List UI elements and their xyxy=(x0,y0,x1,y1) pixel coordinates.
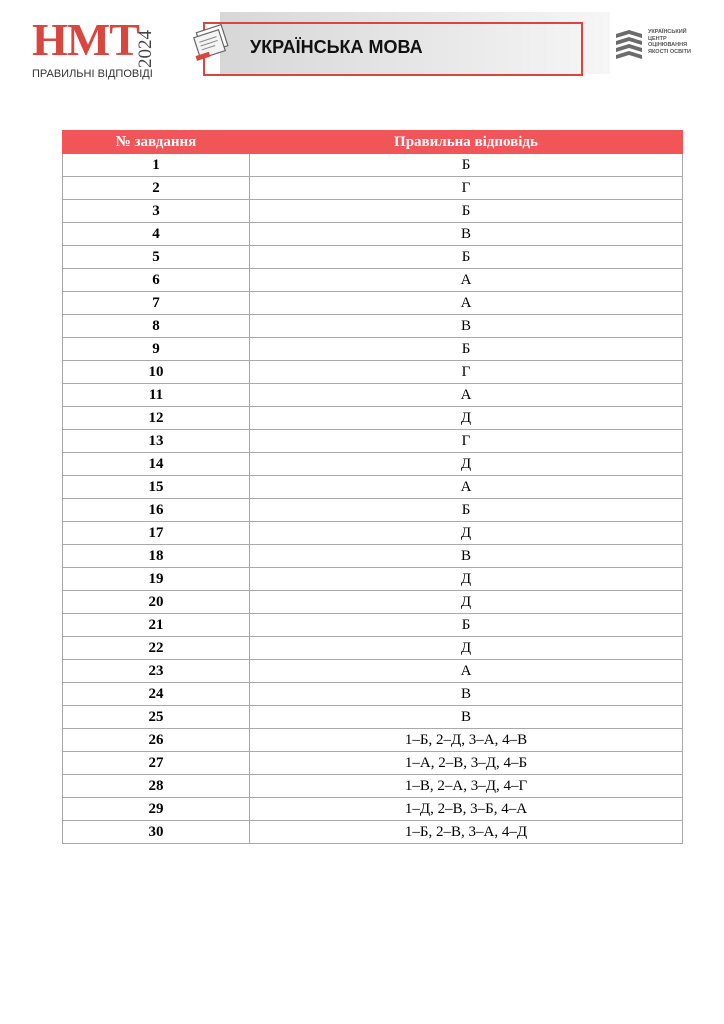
task-number-cell: 30 xyxy=(63,821,250,844)
table-row xyxy=(63,453,683,476)
task-number-cell: 4 xyxy=(63,223,250,246)
task-number-cell: 29 xyxy=(63,798,250,821)
answer-cell: В xyxy=(250,545,683,568)
logo-subtitle: ПРАВИЛЬНІ ВІДПОВІДІ xyxy=(32,68,153,80)
task-number-cell: 15 xyxy=(63,476,250,499)
table-row xyxy=(63,292,683,315)
task-number-cell: 13 xyxy=(63,430,250,453)
task-number-cell: 24 xyxy=(63,683,250,706)
table-row xyxy=(63,338,683,361)
answer-cell: Д xyxy=(250,522,683,545)
task-number-cell: 20 xyxy=(63,591,250,614)
answer-cell: А xyxy=(250,384,683,407)
documents-icon xyxy=(190,20,236,64)
org-logo-line: УКРАЇНСЬКИЙ xyxy=(648,29,687,35)
table-row xyxy=(63,384,683,407)
answer-cell: А xyxy=(250,269,683,292)
answer-cell: А xyxy=(250,292,683,315)
nmt-logo xyxy=(30,14,165,84)
answer-cell: Д xyxy=(250,568,683,591)
task-number-cell: 8 xyxy=(63,315,250,338)
table-row xyxy=(63,706,683,729)
task-number-cell: 26 xyxy=(63,729,250,752)
answer-cell: Г xyxy=(250,361,683,384)
table-row xyxy=(63,315,683,338)
table-row xyxy=(63,223,683,246)
answer-cell: А xyxy=(250,476,683,499)
table-row xyxy=(63,637,683,660)
answers-table xyxy=(62,130,683,844)
answer-cell: Г xyxy=(250,177,683,200)
task-number-cell: 16 xyxy=(63,499,250,522)
answer-cell: 1–В, 2–А, 3–Д, 4–Г xyxy=(250,775,683,798)
task-number-cell: 28 xyxy=(63,775,250,798)
org-logo-line: ЦЕНТР xyxy=(648,35,667,42)
task-number-cell: 3 xyxy=(63,200,250,223)
task-number-cell: 27 xyxy=(63,752,250,775)
answer-cell: В xyxy=(250,315,683,338)
table-row xyxy=(63,568,683,591)
table-row xyxy=(63,476,683,499)
table-row xyxy=(63,522,683,545)
answer-cell: 1–Б, 2–В, 3–А, 4–Д xyxy=(250,821,683,844)
table-row xyxy=(63,614,683,637)
table-row xyxy=(63,798,683,821)
answer-cell: В xyxy=(250,683,683,706)
org-logo-line: ЯКОСТІ ОСВІТИ xyxy=(648,48,691,55)
table-row xyxy=(63,752,683,775)
table-row xyxy=(63,729,683,752)
answer-cell: Б xyxy=(250,200,683,223)
task-number-cell: 22 xyxy=(63,637,250,660)
table-row xyxy=(63,407,683,430)
table-row xyxy=(63,177,683,200)
answer-cell: В xyxy=(250,706,683,729)
org-logo-text xyxy=(648,29,708,55)
logo-year: 2024 xyxy=(135,30,156,68)
table-row xyxy=(63,821,683,844)
table-row xyxy=(63,154,683,177)
task-number-cell: 12 xyxy=(63,407,250,430)
answer-cell: 1–А, 2–В, 3–Д, 4–Б xyxy=(250,752,683,775)
answer-cell: Д xyxy=(250,453,683,476)
task-number-cell: 11 xyxy=(63,384,250,407)
org-logo-line: ОЦІНЮВАННЯ xyxy=(648,42,688,48)
answer-cell: В xyxy=(250,223,683,246)
answer-cell: 1–Д, 2–В, 3–Б, 4–А xyxy=(250,798,683,821)
task-number-cell: 21 xyxy=(63,614,250,637)
table-row xyxy=(63,269,683,292)
table-row xyxy=(63,246,683,269)
logo-text: НМТ xyxy=(32,14,139,65)
table-row xyxy=(63,545,683,568)
answer-cell: Б xyxy=(250,154,683,177)
task-number-cell: 23 xyxy=(63,660,250,683)
task-number-cell: 5 xyxy=(63,246,250,269)
answer-cell: Д xyxy=(250,591,683,614)
answer-cell: 1–Б, 2–Д, 3–А, 4–В xyxy=(250,729,683,752)
answer-cell: Д xyxy=(250,407,683,430)
table-row xyxy=(63,591,683,614)
ucoz-emblem-icon xyxy=(614,28,644,62)
table-row xyxy=(63,775,683,798)
answer-cell: Б xyxy=(250,246,683,269)
answer-cell: Д xyxy=(250,637,683,660)
task-number-cell: 10 xyxy=(63,361,250,384)
table-row xyxy=(63,430,683,453)
task-number-cell: 18 xyxy=(63,545,250,568)
column-header-answer: Правильна відповідь xyxy=(250,131,683,154)
table-row xyxy=(63,660,683,683)
answer-cell: Б xyxy=(250,499,683,522)
task-number-cell: 6 xyxy=(63,269,250,292)
task-number-cell: 2 xyxy=(63,177,250,200)
table-row xyxy=(63,683,683,706)
table-row xyxy=(63,200,683,223)
task-number-cell: 17 xyxy=(63,522,250,545)
task-number-cell: 9 xyxy=(63,338,250,361)
table-row xyxy=(63,361,683,384)
task-number-cell: 19 xyxy=(63,568,250,591)
table-body xyxy=(63,154,683,844)
task-number-cell: 25 xyxy=(63,706,250,729)
answer-cell: Б xyxy=(250,338,683,361)
table-header-row xyxy=(63,131,683,154)
task-number-cell: 7 xyxy=(63,292,250,315)
answer-cell: А xyxy=(250,660,683,683)
column-header-task: № завдання xyxy=(63,131,250,154)
table-row xyxy=(63,499,683,522)
task-number-cell: 1 xyxy=(63,154,250,177)
task-number-cell: 14 xyxy=(63,453,250,476)
answer-cell: Г xyxy=(250,430,683,453)
answer-cell: Б xyxy=(250,614,683,637)
subject-title: УКРАЇНСЬКА МОВА xyxy=(250,37,423,57)
